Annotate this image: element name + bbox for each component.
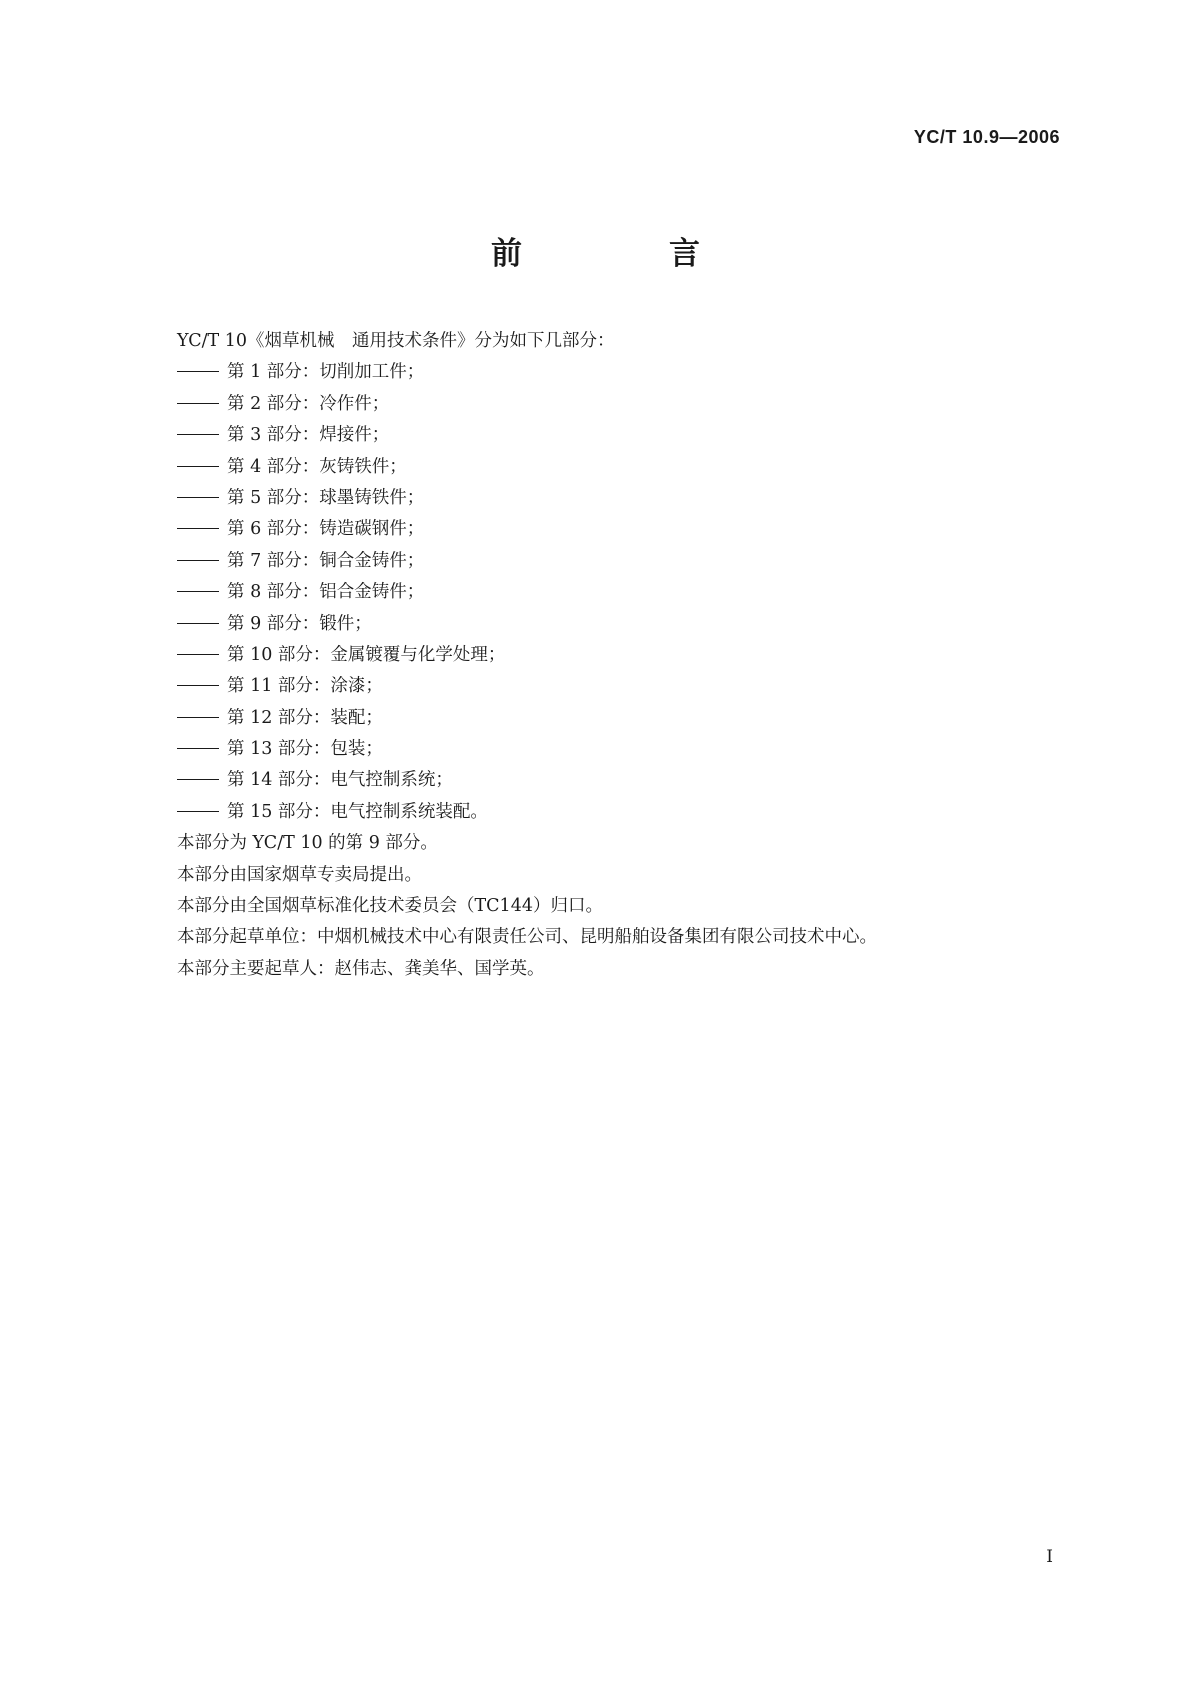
dash-icon [177, 371, 219, 372]
page-title: 前 言 [491, 236, 758, 272]
list-item: 第 15 部分：电气控制系统装配。 [177, 797, 1057, 828]
list-item: 第 9 部分：锻件； [177, 609, 1057, 640]
intro-line: YC/T 10《烟草机械 通用技术条件》分为如下几部分： [177, 331, 615, 351]
dash-icon [177, 717, 219, 718]
list-item: 第 1 部分：切削加工件； [177, 357, 1057, 388]
foreword-body [177, 326, 1057, 985]
list-item: 第 5 部分：球墨铸铁件； [177, 483, 1057, 514]
statement-line: 本部分起草单位：中烟机械技术中心有限责任公司、昆明船舶设备集团有限公司技术中心。 [177, 927, 877, 948]
list-item: 第 6 部分：铸造碳钢件； [177, 514, 1057, 545]
list-item: 第 12 部分：装配； [177, 703, 1057, 734]
statement-line: 本部分由全国烟草标准化技术委员会（TC144）归口。 [177, 896, 603, 917]
statement-line: 本部分由国家烟草专卖局提出。 [177, 864, 422, 885]
dash-icon [177, 434, 219, 435]
list-item: 第 13 部分：包装； [177, 734, 1057, 765]
list-item: 第 7 部分：铜合金铸件； [177, 546, 1057, 577]
list-item: 第 2 部分：冷作件； [177, 389, 1057, 420]
dash-icon [177, 528, 219, 529]
dash-icon [177, 623, 219, 624]
list-item: 第 10 部分：金属镀覆与化学处理； [177, 640, 1057, 671]
dash-icon [177, 560, 219, 561]
standard-code: YC/T 10.9—2006 [913, 127, 1060, 147]
dash-icon [177, 654, 219, 655]
list-item: 第 3 部分：焊接件； [177, 420, 1057, 451]
dash-icon [177, 403, 219, 404]
list-item: 第 4 部分：灰铸铁件； [177, 452, 1057, 483]
statement-line: 本部分主要起草人：赵伟志、龚美华、国学英。 [177, 958, 545, 979]
list-item: 第 8 部分：铝合金铸件； [177, 577, 1057, 608]
page-number: I [1046, 1547, 1053, 1567]
dash-icon [177, 466, 219, 467]
statement-line: 本部分为 YC/T 10 的第 9 部分。 [177, 833, 438, 854]
dash-icon [177, 748, 219, 749]
dash-icon [177, 685, 219, 686]
dash-icon [177, 779, 219, 780]
dash-icon [177, 811, 219, 812]
list-item: 第 11 部分：涂漆； [177, 671, 1057, 702]
dash-icon [177, 497, 219, 498]
dash-icon [177, 591, 219, 592]
list-item: 第 14 部分：电气控制系统； [177, 765, 1057, 796]
